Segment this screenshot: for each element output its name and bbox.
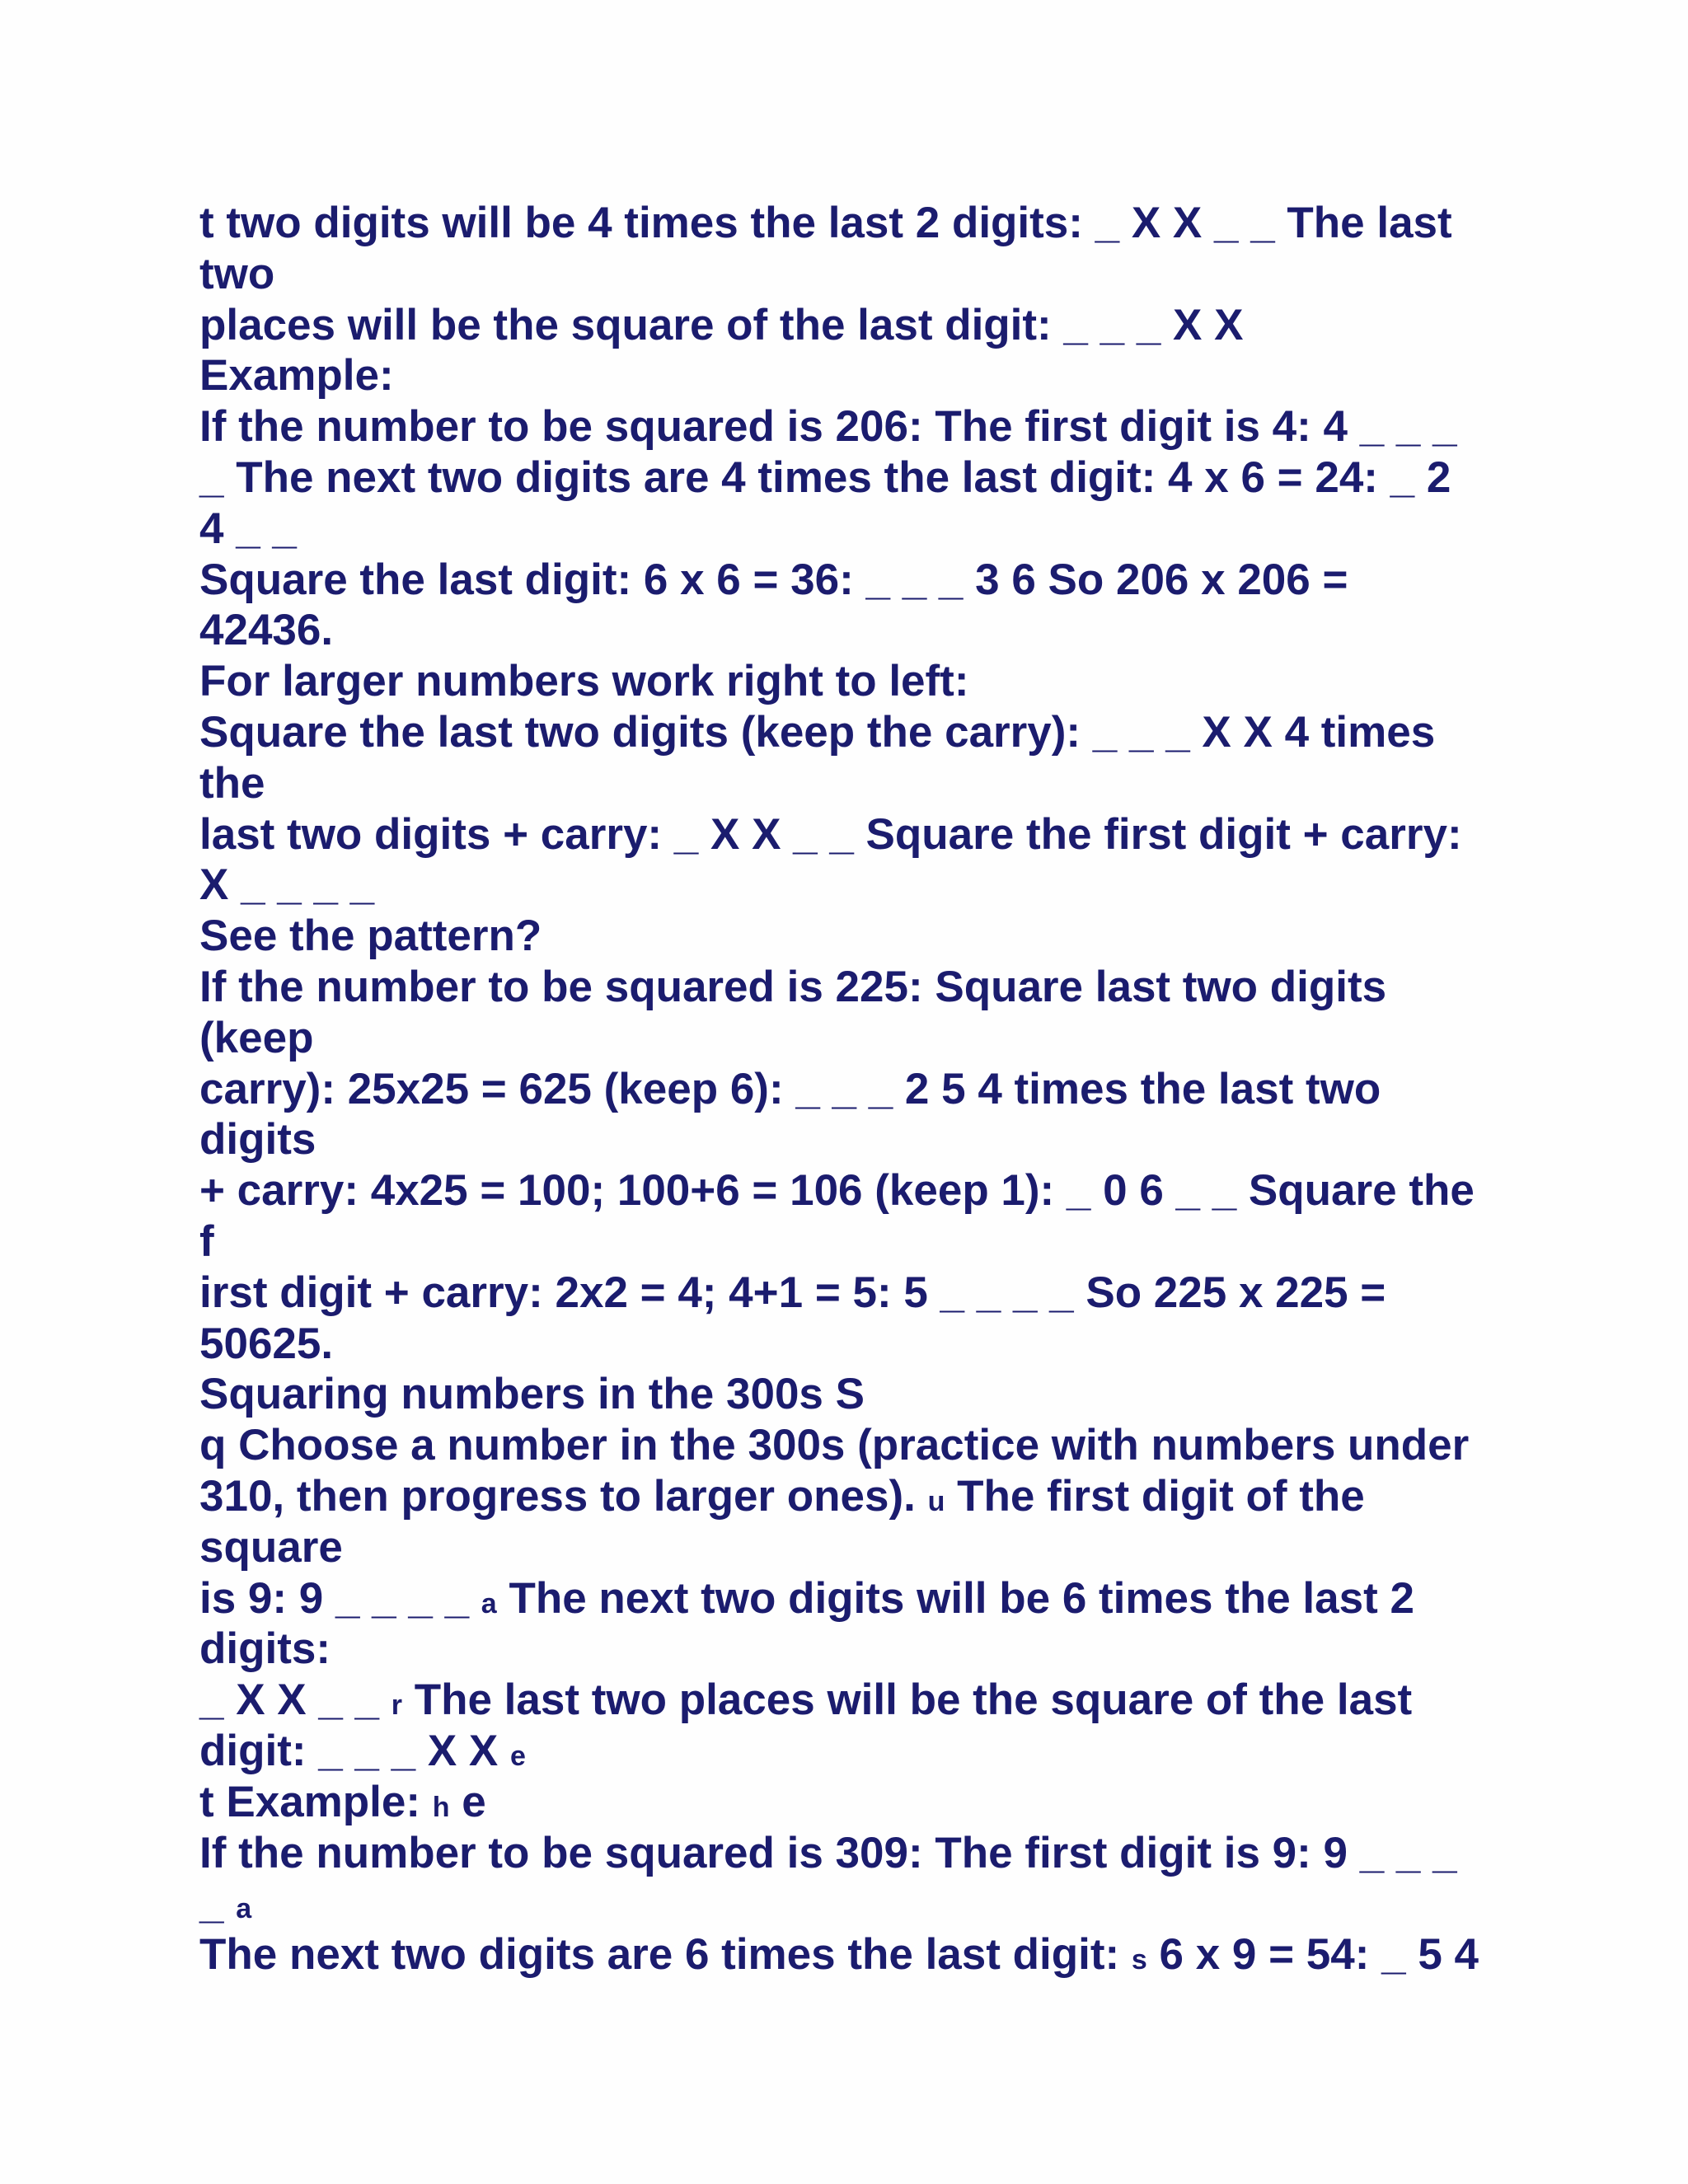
text-line: For larger numbers work right to left: [199,657,969,706]
line-text: The next two digits are 6 times the last digit: [199,1930,1120,1980]
line-text: _ X X _ _ [199,1675,380,1725]
text-line: Square the last two digits (keep the carry): _ _ _ X X 4 times [199,707,1436,757]
line-text: _ [199,1879,224,1929]
text-line: digits [199,1115,316,1165]
text-line: two [199,249,275,298]
text-line: digits: [199,1624,331,1674]
text-line: carry): 25x25 = 625 (keep 6): _ _ _ 2 5 4 times the last two [199,1064,1381,1113]
text-line: + carry: 4x25 = 100; 100+6 = 106 (keep 1): _ 0 6 _ _ Square the [199,1166,1475,1216]
text-line: Square the last digit: 6 x 6 = 36: _ _ _ 3 6 So 206 x 206 = [199,555,1348,604]
text-line: (keep [199,1013,314,1062]
document-body [199,198,1518,1980]
line-text: The last two places will be the square of the last [414,1675,1413,1725]
text-line: 50625. [199,1319,334,1368]
text-line: If the number to be squared is 206: The first digit is 4: 4 _ _ _ [199,402,1457,452]
text-line: Example: [199,351,394,401]
line-text: The next two digits will be 6 times the last 2 [509,1573,1414,1623]
text-line: last two digits + carry: _ X X _ _ Square the first digit + carry: [199,809,1462,859]
text-line: 42436. [199,606,334,655]
text-line [199,1929,1518,1980]
margin-letter: s [1131,1944,1147,1976]
text-line: irst digit + carry: 2x2 = 4; 4+1 = 5: 5 _ _ _ _ So 225 x 225 = [199,1268,1386,1317]
text-line: t two digits will be 4 times the last 2 digits: _ X X _ _ The last [199,199,1452,247]
text-line: X _ _ _ _ [199,860,375,910]
text-line: See the pattern? [199,912,542,961]
line-text: t Example: [199,1777,421,1826]
text-line: If the number to be squared is 225: Square last two digits [199,962,1387,1011]
margin-letter: r [391,1690,402,1722]
line-text: 310, then progress to larger ones). [199,1471,916,1521]
text-line: the [199,758,265,808]
text-line: f [199,1216,214,1266]
text-line: _ The next two digits are 4 times the last digit: 4 x 6 = 24: _ 2 [199,452,1451,502]
text-line [199,1471,1518,1522]
text-line: places will be the square of the last digit: _ _ _ X X [199,300,1244,349]
text-line: square [199,1522,343,1572]
line-text: The first digit of the [957,1471,1365,1521]
margin-letter: u [927,1485,945,1517]
text-line [199,1573,1518,1624]
line-text: 6 x 9 = 54: _ 5 4 [1159,1930,1479,1980]
margin-letter: a [236,1893,252,1925]
line-text: digit: _ _ _ X X [199,1726,499,1775]
text-line [199,1777,1518,1828]
text-line [199,1675,1518,1726]
text-line [199,1726,1518,1777]
text-line: q Choose a number in the 300s (practice with numbers under [199,1421,1470,1470]
margin-letter: h [432,1791,450,1823]
text-line: If the number to be squared is 309: The first digit is 9: 9 _ _ _ [199,1828,1457,1877]
text-line: 4 _ _ [199,504,297,553]
margin-letter: a [481,1587,497,1619]
margin-letter: e [510,1740,526,1772]
text-line: Squaring numbers in the 300s S [199,1370,865,1419]
text-line [199,1878,1518,1929]
line-text: is 9: 9 _ _ _ _ [199,1573,470,1623]
line-text: e [462,1777,486,1826]
